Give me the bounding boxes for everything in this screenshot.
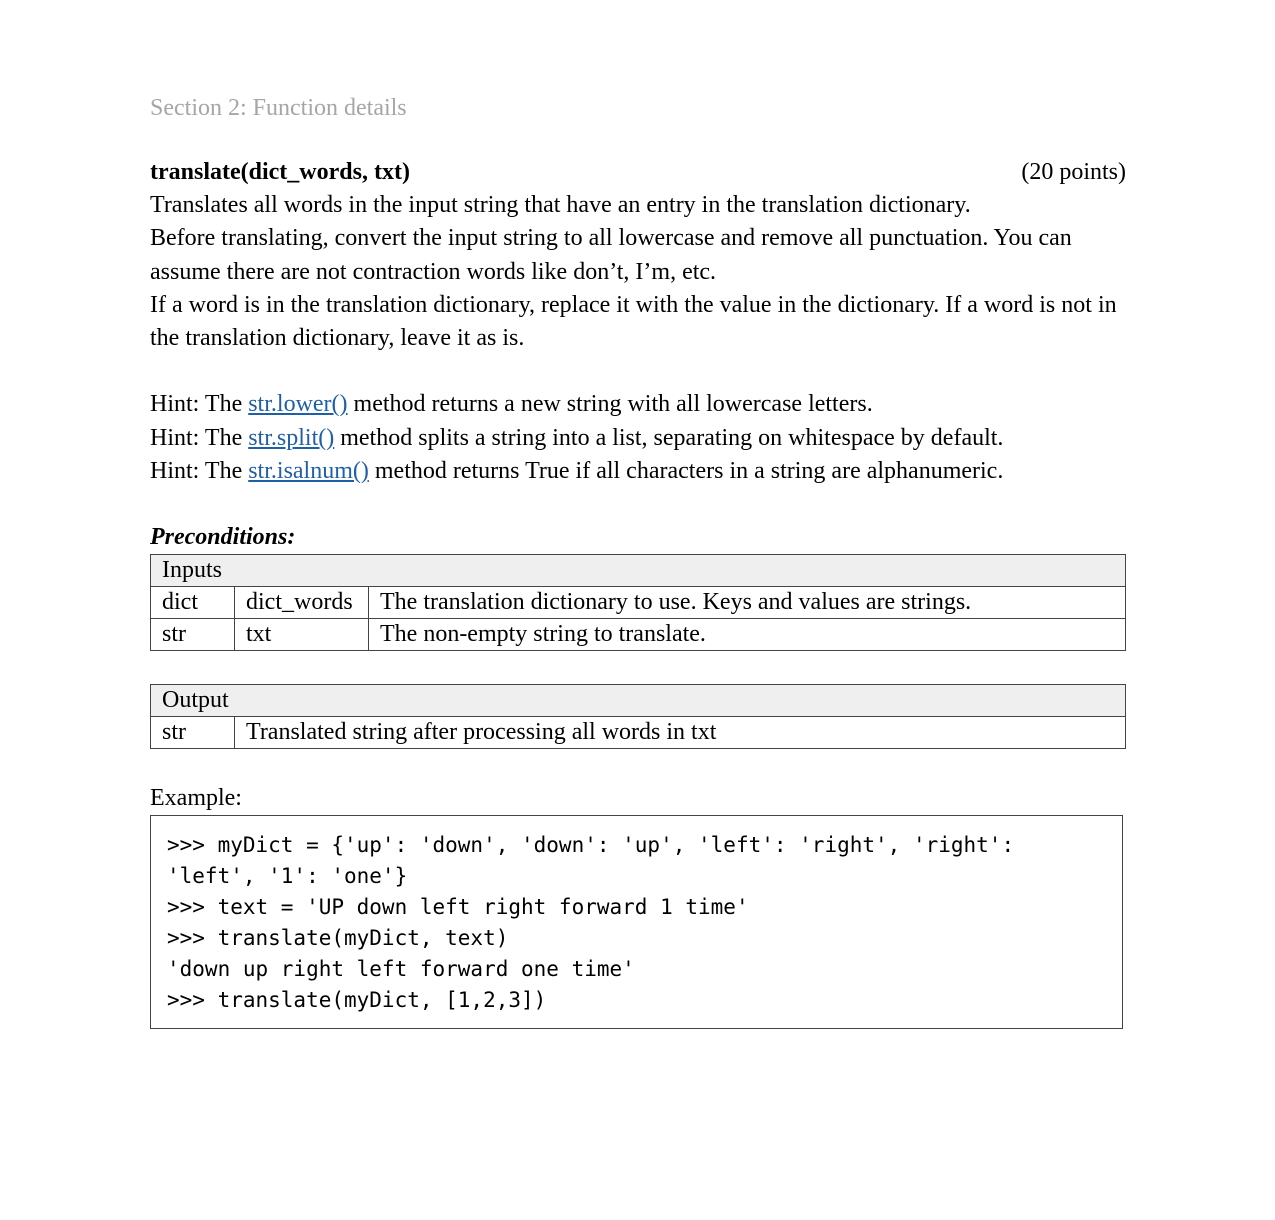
- param-name: txt: [235, 619, 369, 651]
- document-page: [150, 90, 1126, 1029]
- output-type: str: [151, 717, 235, 749]
- code-line: >>> text = 'UP down left right forward 1 time': [167, 895, 749, 920]
- table-header-row: [151, 685, 1126, 717]
- code-example: [150, 815, 1123, 1029]
- preconditions-label: Preconditions:: [150, 524, 296, 551]
- code-line: >>> translate(myDict, text): [167, 926, 509, 951]
- output-description: Translated string after processing all words in txt: [235, 717, 1126, 749]
- param-name: dict_words: [235, 587, 369, 619]
- hint-line: Hint: The str.split() method splits a string into a list, separating on whitespace by default.: [150, 424, 1004, 451]
- code-line: 'down up right left forward one time': [167, 957, 635, 982]
- table-row: [151, 587, 1126, 619]
- code-line: >>> translate(myDict, [1,2,3]): [167, 988, 547, 1013]
- param-type: str: [151, 619, 235, 651]
- inputs-table: [150, 554, 1126, 651]
- param-type: dict: [151, 587, 235, 619]
- code-line: 'left', '1': 'one'}: [167, 864, 408, 889]
- hint-line: Hint: The str.lower() method returns a new string with all lowercase letters.: [150, 391, 873, 418]
- code-line: >>> myDict = {'up': 'down', 'down': 'up', 'left': 'right', 'right':: [167, 833, 1015, 858]
- str-isalnum-link[interactable]: str.isalnum(): [248, 458, 369, 485]
- str-split-link[interactable]: str.split(): [248, 424, 335, 451]
- description-line: If a word is in the translation dictionary, replace it with the value in the dictionary. If a word is not in the translation dictionary, leave it as is.: [150, 291, 1117, 352]
- str-lower-link[interactable]: str.lower(): [248, 391, 348, 418]
- hint-line: Hint: The str.isalnum() method returns True if all characters in a string are alphanumeric.: [150, 458, 1004, 485]
- output-header: Output: [151, 685, 1126, 717]
- example-label: Example:: [150, 785, 242, 812]
- table-row: [151, 619, 1126, 651]
- section-heading: Section 2: Function details: [150, 95, 407, 121]
- param-description: The non-empty string to translate.: [369, 619, 1126, 651]
- table-row: [151, 717, 1126, 749]
- table-header-row: [151, 555, 1126, 587]
- function-signature: translate(dict_words, txt): [150, 159, 410, 185]
- inputs-header: Inputs: [151, 555, 1126, 587]
- function-header: [150, 156, 1126, 189]
- description-line: Before translating, convert the input string to all lowercase and remove all punctuation. You can assume there are not contraction words like don’t, I’m, etc.: [150, 225, 1072, 285]
- description-line: Translates all words in the input string that have an entry in the translation dictionary.: [150, 192, 971, 218]
- output-table: [150, 684, 1126, 749]
- param-description: The translation dictionary to use. Keys and values are strings.: [369, 587, 1126, 619]
- function-points: (20 points): [1021, 159, 1126, 185]
